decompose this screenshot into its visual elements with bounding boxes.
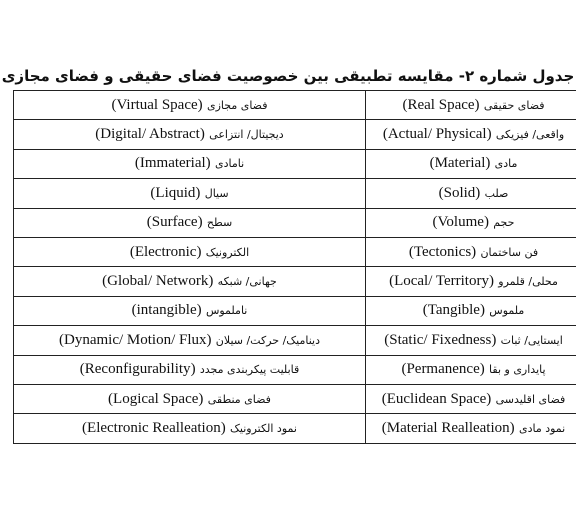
real-fa-text: ایستایی/ ثبات	[500, 333, 563, 347]
real-en-text: (Material Realleation)	[381, 419, 515, 436]
virtual-en-text: (Surface)	[146, 214, 203, 231]
real-space-cell	[366, 267, 576, 296]
virtual-space-cell	[14, 355, 366, 384]
virtual-en-text: (Dynamic/ Motion/ Flux)	[59, 331, 212, 348]
virtual-en-text: (Immaterial)	[134, 155, 211, 172]
table-caption: جدول شماره ۲- مقایسه تطبیقی بین خصوصیت فضای حقیقی و فضای مجازی	[1, 67, 575, 85]
virtual-fa-text: دینامیک/ حرکت/ سیلان	[215, 333, 320, 347]
real-en-text: (Solid)	[438, 184, 481, 201]
real-fa-text: نمود مادی	[518, 421, 566, 435]
real-en-text: (Static/ Fixedness)	[384, 331, 497, 348]
real-en-text: (Euclidean Space)	[381, 390, 492, 407]
real-fa-text: واقعی/ فیزیکی	[495, 128, 565, 142]
comparison-table-body	[14, 91, 576, 444]
virtual-fa-text: نمود الکترونیک	[230, 421, 297, 435]
virtual-fa-text: قابلیت پیکربندی مجدد	[199, 363, 300, 377]
real-space-cell	[366, 120, 576, 149]
real-en-text: (Local/ Territory)	[389, 273, 494, 290]
virtual-fa-text: الکترونیک	[205, 245, 250, 259]
real-en-text: (Volume)	[432, 214, 489, 231]
real-en-text: (Material)	[429, 155, 491, 172]
comparison-table	[13, 90, 576, 444]
table-row	[14, 414, 576, 443]
real-en-text: (Actual/ Physical)	[382, 126, 492, 143]
real-fa-text: ملموس	[489, 304, 525, 318]
virtual-en-text: (Electronic)	[129, 243, 202, 260]
real-space-cell	[366, 149, 576, 178]
real-space-cell	[366, 208, 576, 237]
virtual-en-text: (Virtual Space)	[111, 96, 203, 113]
table-row	[14, 384, 576, 413]
virtual-space-cell	[14, 149, 366, 178]
real-fa-text: مادی	[494, 157, 518, 171]
real-fa-text: فن ساختمان	[480, 245, 539, 259]
virtual-fa-text: نامادی	[214, 157, 245, 171]
virtual-fa-text: فضای منطقی	[207, 392, 271, 406]
virtual-space-cell	[14, 120, 366, 149]
virtual-en-text: (Logical Space)	[108, 390, 204, 407]
real-en-text: (Tangible)	[422, 302, 485, 319]
real-space-cell	[366, 237, 576, 266]
table-row	[14, 326, 576, 355]
real-fa-text: پایداری و بقا	[489, 363, 546, 377]
table-row	[14, 237, 576, 266]
virtual-space-cell	[14, 91, 366, 120]
virtual-fa-text: ناملموس	[205, 304, 248, 318]
virtual-fa-text: سیال	[204, 186, 229, 200]
real-en-text: (Tectonics)	[408, 243, 477, 260]
real-space-cell	[366, 296, 576, 325]
virtual-en-text: (Global/ Network)	[102, 273, 214, 290]
virtual-space-cell	[14, 414, 366, 443]
table-row	[14, 208, 576, 237]
virtual-fa-text: جهانی/ شبکه	[217, 275, 277, 289]
virtual-space-cell	[14, 296, 366, 325]
virtual-space-cell	[14, 384, 366, 413]
virtual-en-text: (Electronic Realleation)	[82, 419, 226, 436]
virtual-en-text: (Reconfigurability)	[79, 361, 196, 378]
virtual-en-text: (Liquid)	[150, 184, 201, 201]
table-row	[14, 267, 576, 296]
real-space-cell	[366, 384, 576, 413]
virtual-fa-text: فضای مجازی	[206, 98, 268, 112]
table-row	[14, 120, 576, 149]
real-space-cell	[366, 91, 576, 120]
table-row	[14, 91, 576, 120]
virtual-en-text: (Digital/ Abstract)	[95, 126, 205, 143]
real-space-cell	[366, 179, 576, 208]
real-en-text: (Real Space)	[402, 96, 480, 113]
virtual-space-cell	[14, 267, 366, 296]
real-fa-text: صلب	[484, 186, 509, 200]
real-space-cell	[366, 414, 576, 443]
real-en-text: (Permanence)	[401, 361, 485, 378]
virtual-space-cell	[14, 208, 366, 237]
table-row	[14, 355, 576, 384]
real-space-cell	[366, 355, 576, 384]
table-row	[14, 179, 576, 208]
virtual-space-cell	[14, 326, 366, 355]
table-row	[14, 296, 576, 325]
virtual-space-cell	[14, 179, 366, 208]
virtual-space-cell	[14, 237, 366, 266]
real-space-cell	[366, 326, 576, 355]
table-row	[14, 149, 576, 178]
real-fa-text: محلی/ قلمرو	[498, 275, 558, 289]
real-fa-text: حجم	[493, 216, 515, 230]
real-fa-text: فضای حقیقی	[483, 98, 545, 112]
virtual-fa-text: دیجیتال/ انتزاعی	[209, 128, 284, 142]
real-fa-text: فضای اقلیدسی	[495, 392, 566, 406]
virtual-en-text: (intangible)	[131, 302, 202, 319]
virtual-fa-text: سطح	[206, 216, 233, 230]
